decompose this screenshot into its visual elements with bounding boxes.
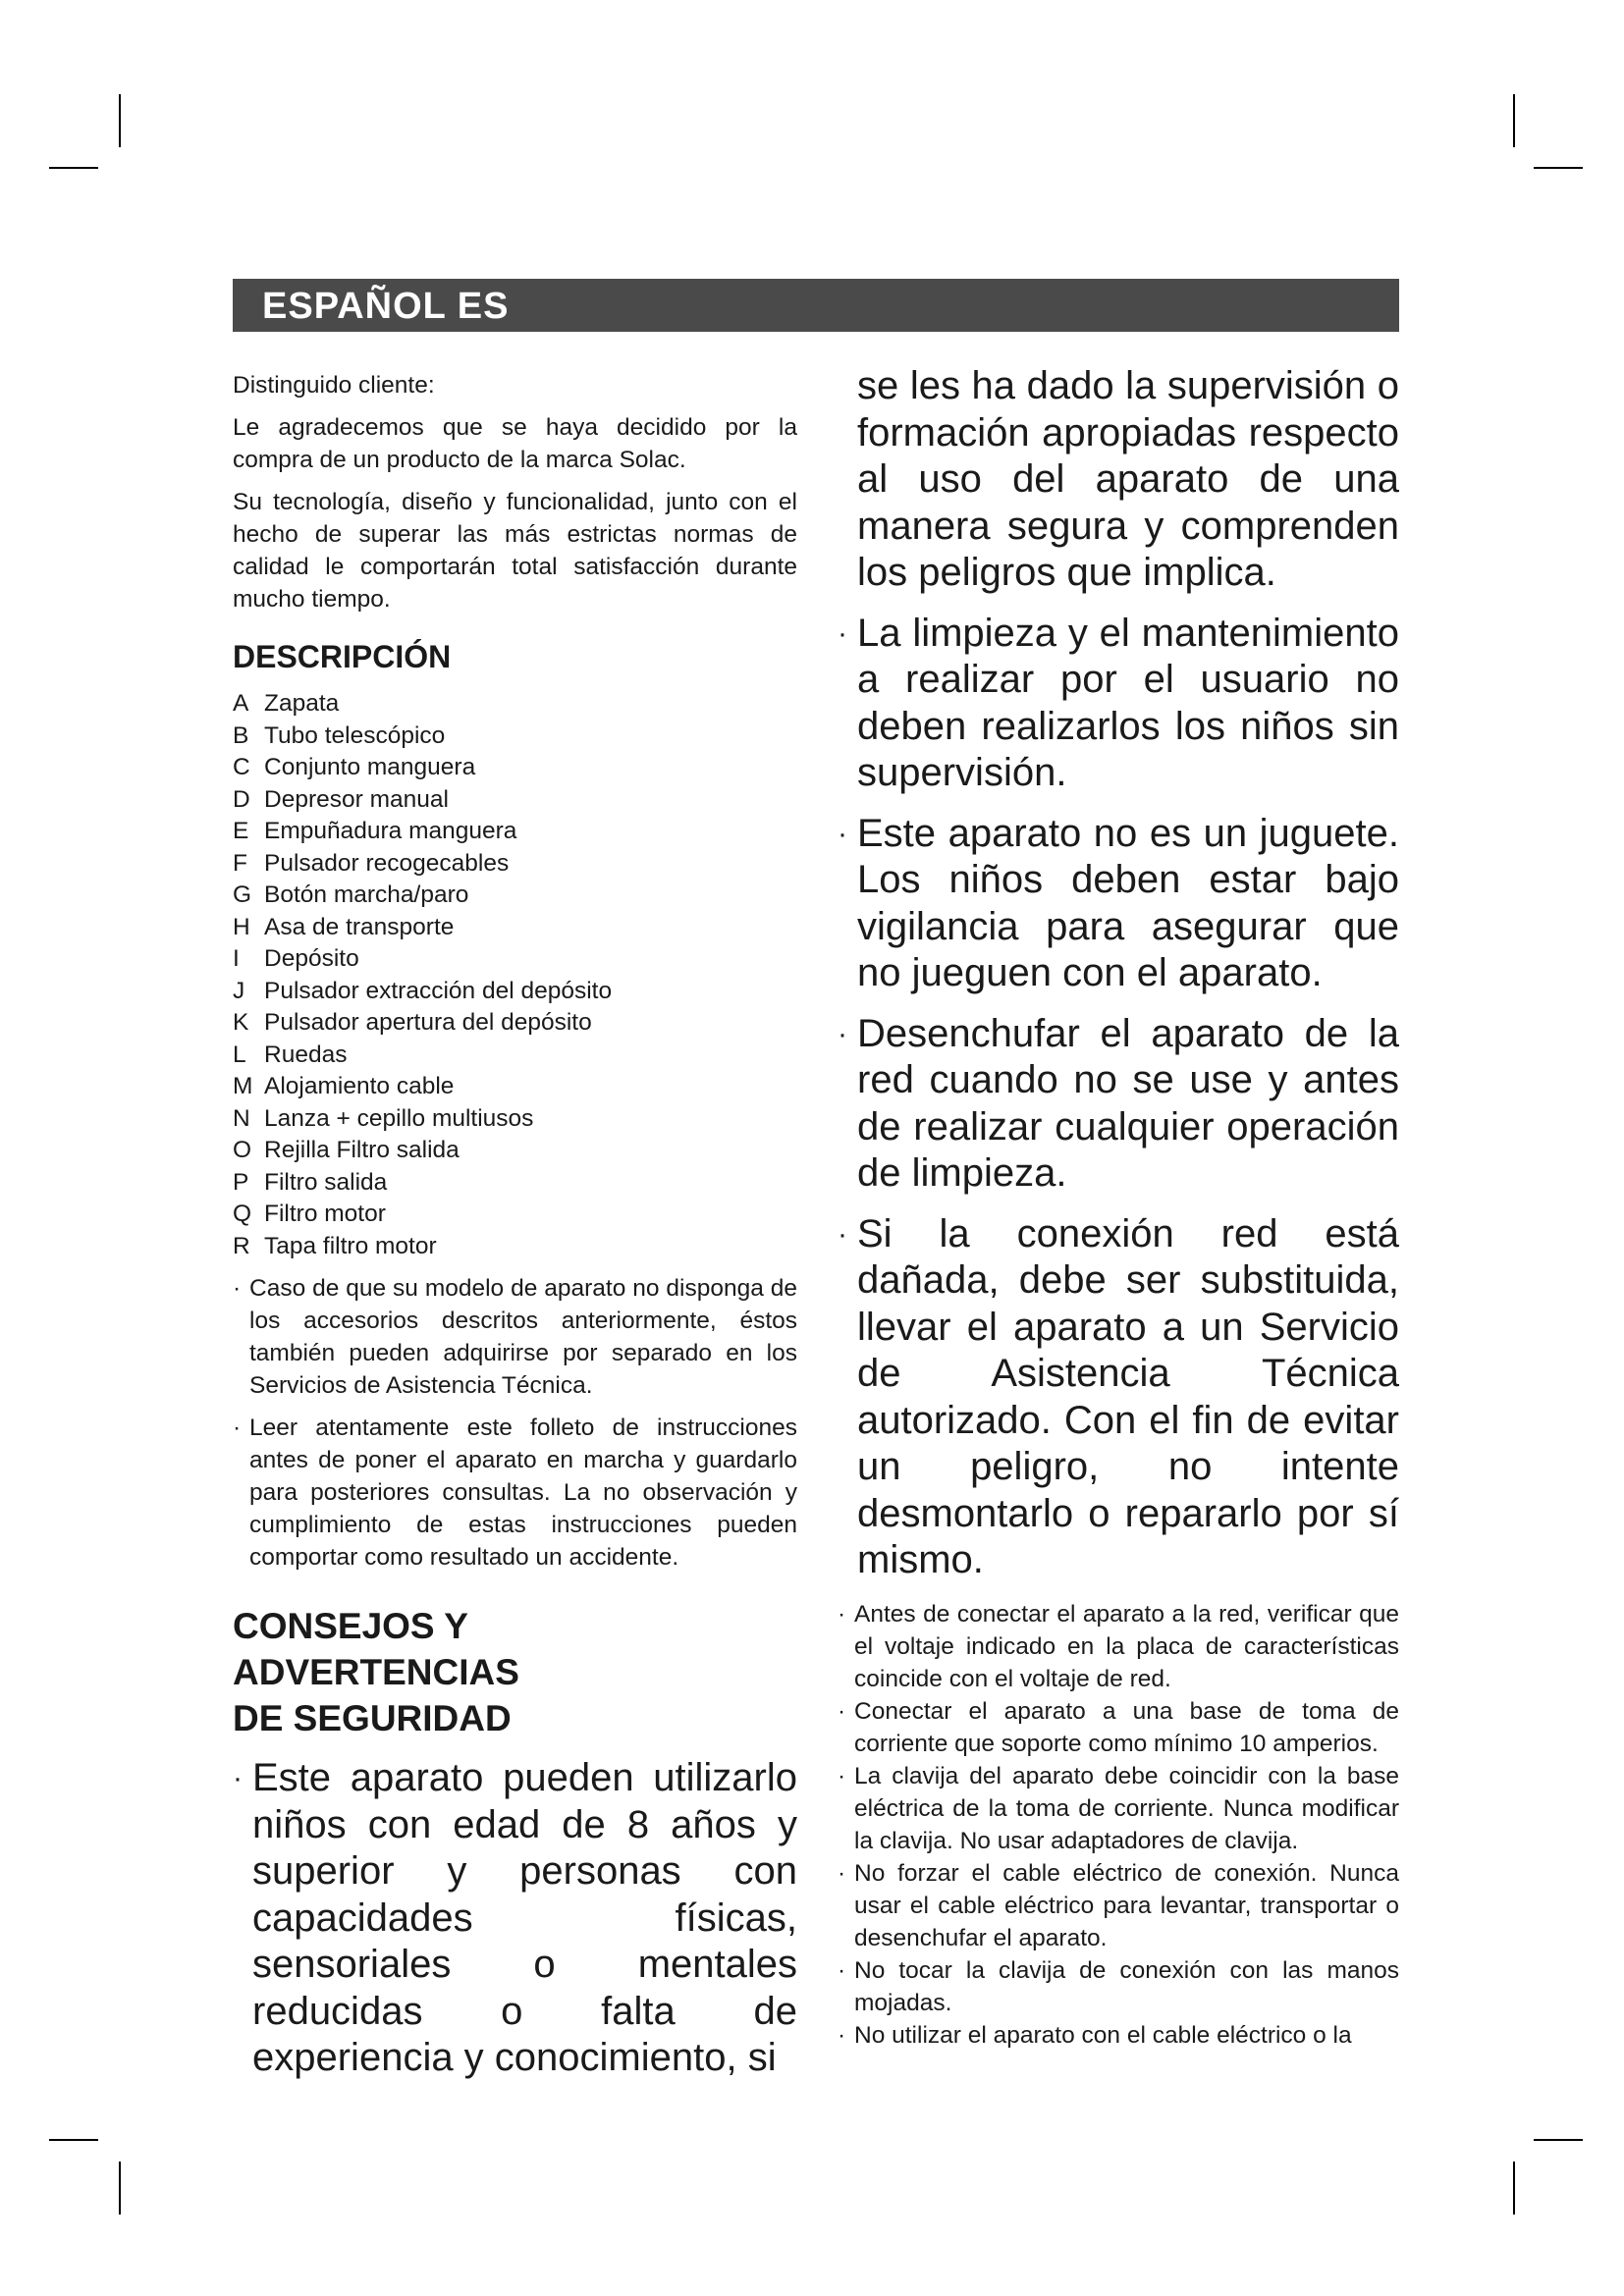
crop-mark-bottom-right-horizontal [1534, 2139, 1583, 2141]
part-letter: K [233, 1009, 249, 1036]
list-item [233, 1135, 797, 1167]
list-item [233, 1167, 797, 1200]
list-item [233, 816, 797, 848]
list-item [233, 943, 797, 976]
crop-mark-top-right-horizontal [1534, 167, 1583, 169]
part-letter: F [233, 849, 247, 877]
intro-paragraph-1: Le agradecemos que se haya decidido por la compra de un producto de la marca Solac. [233, 414, 797, 473]
part-name: Pulsador extracción del depósito [264, 977, 613, 1004]
part-letter: O [233, 1137, 252, 1163]
safety-warning-children-use: · Este aparato pueden utilizarlo niños con edad de 8 años y superior y personas con capacidades físicas, sensoriales o mentales reducidas o falta de experiencia y conocimiento, si [233, 1755, 797, 2082]
part-name: Filtro salida [264, 1168, 388, 1196]
left-column [233, 369, 797, 2096]
part-name: Conjunto manguera [264, 754, 476, 780]
safety-note-amperes: · Conectar el aparato a una base de toma de corriente que soporte como mínimo 10 amperios. [838, 1695, 1399, 1760]
part-letter: D [233, 785, 250, 813]
list-item [233, 1007, 797, 1040]
safety-note-plug: · La clavija del aparato debe coincidir con la base eléctrica de la toma de corriente. Nunca modificar la clavija. No usar adaptadores de clavija. [838, 1760, 1399, 1857]
part-name: Empuñadura manguera [264, 818, 517, 844]
safety-note-voltage: · Antes de conectar el aparato a la red, verificar que el voltaje indicado en la placa de características coincide con el voltaje de red. [838, 1598, 1399, 1695]
part-name: Alojamiento cable [264, 1073, 455, 1099]
crop-mark-bottom-left-vertical [119, 2162, 121, 2215]
safety-heading-line-1: CONSEJOS Y [233, 1606, 468, 1646]
right-column [838, 363, 1399, 2052]
part-letter: A [233, 690, 249, 717]
crop-mark-top-left-horizontal [49, 167, 98, 169]
part-name: Botón marcha/paro [264, 881, 469, 908]
part-letter: G [233, 881, 252, 908]
list-item [233, 688, 797, 721]
part-name: Filtro motor [264, 1201, 386, 1227]
list-item [233, 784, 797, 817]
safety-warning-children-use-continued: se les ha dado la supervisión o formación apropiadas respecto al uso del aparato de una manera segura y comprenden los peligros que implica. [857, 364, 1399, 594]
safety-warning-cleaning: · La limpieza y el mantenimiento a realizar por el usuario no deben realizarlos los niños sin supervisión. [838, 611, 1399, 797]
safety-warning-damaged-cable: · Si la conexión red está dañada, debe ser substituida, llevar el aparato a un Servicio de Asistencia Técnica autorizado. Con el fin de evitar un peligro, no intente desmontarlo o repararlo por sí mismo. [838, 1211, 1399, 1584]
part-letter: J [233, 977, 245, 1004]
crop-mark-top-left-vertical [119, 94, 121, 147]
crop-mark-bottom-right-vertical [1513, 2162, 1515, 2215]
part-letter: E [233, 818, 249, 844]
part-name: Lanza + cepillo multiusos [264, 1104, 534, 1132]
greeting: Distinguido cliente: [233, 372, 435, 399]
part-letter: L [233, 1041, 246, 1068]
part-name: Depósito [264, 945, 359, 972]
part-letter: M [233, 1073, 253, 1099]
part-letter: I [233, 945, 240, 972]
part-name: Tapa filtro motor [264, 1232, 437, 1259]
list-item [233, 848, 797, 881]
part-name: Pulsador apertura del depósito [264, 1009, 592, 1036]
safety-warning-not-toy: · Este aparato no es un juguete. Los niños deben estar bajo vigilancia para asegurar que no jueguen con el aparato. [838, 811, 1399, 997]
list-item [233, 912, 797, 944]
part-letter: P [233, 1168, 249, 1196]
part-letter: H [233, 913, 250, 940]
intro-paragraph-2: Su tecnología, diseño y funcionalidad, junto con el hecho de superar las más estrictas normas de calidad le comportarán total satisfacción durante mucho tiempo. [233, 489, 797, 613]
part-name: Depresor manual [264, 785, 449, 813]
list-item [233, 1071, 797, 1103]
safety-heading-line-3: DE SEGURIDAD [233, 1698, 512, 1738]
list-item [233, 752, 797, 784]
part-name: Asa de transporte [264, 913, 455, 940]
part-name: Tubo telescópico [264, 721, 446, 749]
part-letter: C [233, 754, 250, 780]
list-item [233, 1103, 797, 1136]
list-item [233, 1040, 797, 1072]
part-name: Pulsador recogecables [264, 849, 510, 877]
safety-note-cable-force: · No forzar el cable eléctrico de conexión. Nunca usar el cable eléctrico para levantar, transportar o desenchufar el aparato. [838, 1857, 1399, 1954]
accessories-note: · Caso de que su modelo de aparato no disponga de los accesorios descritos anteriormente, éstos también pueden adquirirse por separado en los Servicios de Asistencia Técnica. [233, 1272, 797, 1402]
safety-note-wet-hands: · No tocar la clavija de conexión con las manos mojadas. [838, 1954, 1399, 2019]
part-letter: N [233, 1104, 250, 1132]
safety-warning-unplug: · Desenchufar el aparato de la red cuando no se use y antes de realizar cualquier operación de limpieza. [838, 1011, 1399, 1198]
crop-mark-bottom-left-horizontal [49, 2139, 98, 2141]
language-header: ESPAÑOL ES [233, 279, 1399, 332]
list-item [233, 721, 797, 753]
part-letter: R [233, 1232, 250, 1259]
list-item [233, 880, 797, 912]
part-letter: Q [233, 1201, 252, 1227]
part-name: Rejilla Filtro salida [264, 1137, 460, 1163]
safety-note-damaged-cable: · No utilizar el aparato con el cable eléctrico o la [838, 2019, 1399, 2052]
list-item [233, 976, 797, 1008]
part-letter: B [233, 721, 249, 749]
crop-mark-top-right-vertical [1513, 94, 1515, 147]
list-item [233, 1199, 797, 1231]
read-instructions-note: · Leer atentamente este folleto de instrucciones antes de poner el aparato en marcha y guardarlo para posteriores consultas. La no observación y cumplimiento de estas instrucciones pueden comportar como resultado un accidente. [233, 1412, 797, 1574]
safety-heading [233, 1603, 797, 1741]
list-item [233, 1231, 797, 1263]
description-heading: DESCRIPCIÓN [233, 639, 452, 674]
safety-heading-line-2: ADVERTENCIAS [233, 1652, 519, 1692]
part-name: Zapata [264, 690, 340, 717]
part-name: Ruedas [264, 1041, 348, 1068]
parts-list [233, 688, 797, 1262]
